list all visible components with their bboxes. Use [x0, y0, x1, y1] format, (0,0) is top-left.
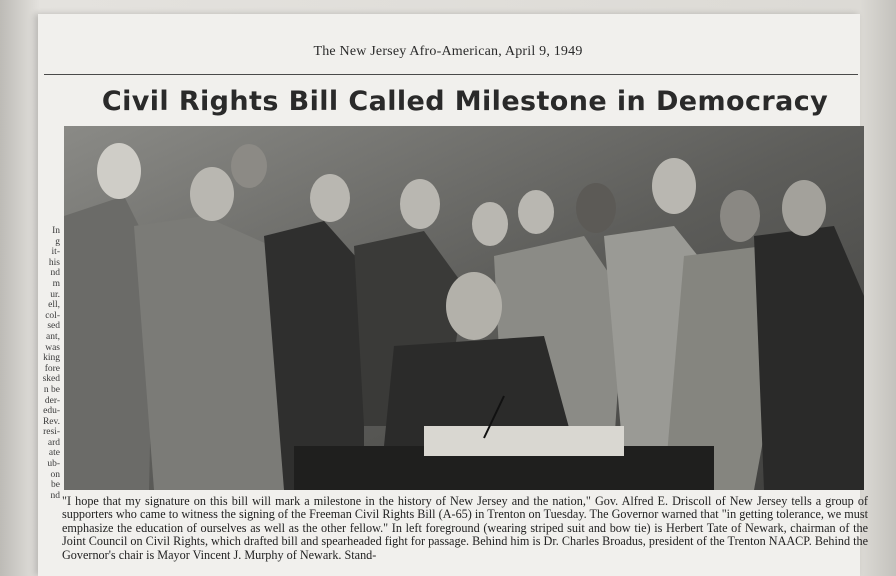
left-column-fragment: ant, — [46, 331, 60, 342]
left-column-fragment: sked — [42, 374, 60, 385]
left-column-fragment: g — [55, 236, 60, 247]
left-column-fragment: In — [52, 226, 60, 236]
headline: Civil Rights Bill Called Milestone in Democracy — [101, 86, 829, 117]
left-column-fragment: ell, — [48, 300, 60, 311]
left-column-fragment: on — [50, 469, 60, 480]
header-rule — [44, 74, 858, 75]
left-column-fragment: resi- — [43, 427, 60, 438]
photo-caption: "I hope that my signature on this bill will mark a milestone in the history of New Jersey and the nation," Gov. Alfred E. Driscoll of New Jersey tells a group of supporters who came to witness the signing of the Freeman Civil Rights Bill (A-65) in Trenton on Tuesday. The Governor warned that "in getting tolerance, we must emphasize the education of ourselves as well as the other fellow." In left foreground (wearing striped suit and bow tie) is Herbert Tate of Newark, chairman of the Joint Council on Civil Rights, which drafted bill and spearheaded fight for passage. Behind him is Dr. Charles Broadus, president of the Trenton NAACP. Behind the Governor's chair is Mayor Vincent J. Murphy of Newark. Stand- — [62, 494, 868, 562]
left-column-fragment: ub- — [47, 459, 60, 470]
left-column-fragment: edu- — [43, 406, 60, 417]
left-column-fragment: it- — [51, 247, 60, 258]
left-column-fragment: his — [48, 257, 60, 268]
left-column-fragment: der- — [44, 395, 60, 406]
left-column-fragment: Rev. — [42, 416, 60, 427]
left-column-fragment: ate — [48, 448, 60, 459]
left-column-fragment: ur. — [50, 289, 60, 300]
dateline: The New Jersey Afro-American, April 9, 1949 — [313, 44, 583, 59]
left-column-fragment: sed — [47, 321, 60, 332]
left-column-fragment: was — [45, 342, 60, 353]
left-column-fragment: nd — [50, 268, 60, 279]
left-column-fragment: m — [52, 278, 60, 289]
left-column-fragment: fore — [44, 363, 60, 374]
left-column-fragment: king — [43, 353, 60, 364]
left-column-fragment: ard — [47, 437, 60, 448]
news-photograph — [64, 126, 864, 490]
left-column-fragment: be — [51, 480, 60, 491]
bill-papers — [424, 426, 624, 456]
left-column-fragments — [34, 226, 60, 501]
left-column-fragment: col- — [45, 310, 60, 321]
left-column-fragment: n be — [43, 384, 60, 395]
photo-illustration — [64, 126, 864, 490]
left-column-fragment: nd — [50, 490, 60, 501]
